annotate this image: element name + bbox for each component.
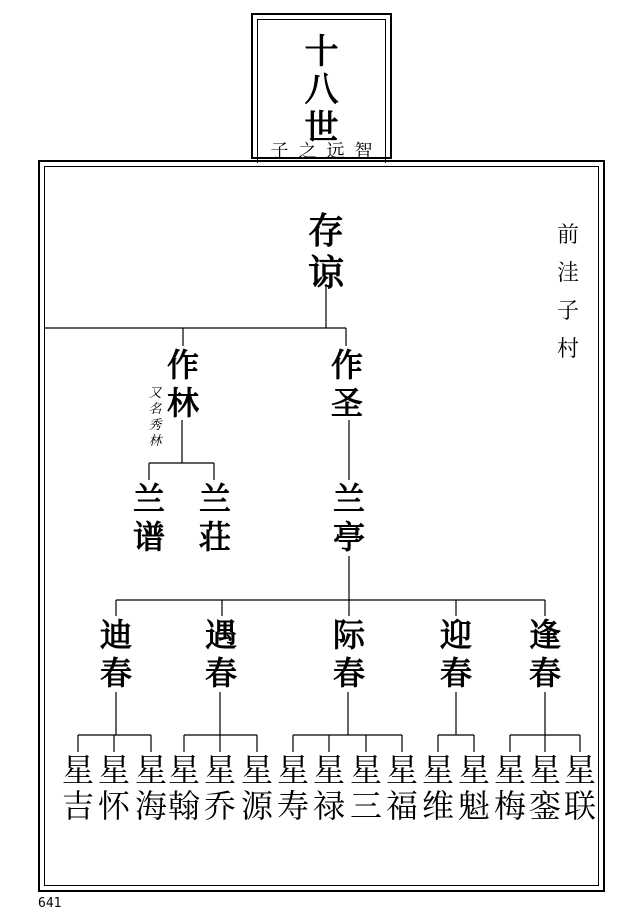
village-label-char: 洼 xyxy=(556,261,579,286)
name-char: 圣 xyxy=(330,384,363,422)
name-char: 星 xyxy=(457,751,490,789)
name-char: 星 xyxy=(493,751,526,789)
name-char: 星 xyxy=(385,751,418,789)
name-char: 林 xyxy=(166,384,199,422)
name-char: 维 xyxy=(421,787,454,825)
name-char: 星 xyxy=(349,751,382,789)
person-gen4 xyxy=(492,752,528,824)
village-label-char: 前 xyxy=(556,223,579,248)
name-char: 谅 xyxy=(307,252,344,294)
name-char: 星 xyxy=(240,751,273,789)
name-char: 作 xyxy=(330,346,363,384)
alias-note xyxy=(146,386,164,450)
person-gen4 xyxy=(311,752,347,824)
person-gen4 xyxy=(456,752,492,824)
name-char: 星 xyxy=(61,751,94,789)
name-char: 际 xyxy=(332,616,365,654)
person-gen4 xyxy=(527,752,563,824)
name-char: 谱 xyxy=(132,518,165,556)
person-gen4 xyxy=(133,752,169,824)
name-char: 迪 xyxy=(99,616,132,654)
name-char: 星 xyxy=(203,751,236,789)
person-gen4 xyxy=(384,752,420,824)
generation-title-char: 世 xyxy=(304,108,339,148)
person-gen2 xyxy=(130,480,168,556)
name-char: 作 xyxy=(166,346,199,384)
name-char: 联 xyxy=(563,787,596,825)
name-char: 迎 xyxy=(439,616,472,654)
person-gen4 xyxy=(348,752,384,824)
name-char: 三 xyxy=(349,787,382,825)
person-gen4 xyxy=(239,752,275,824)
village-label-char: 子 xyxy=(556,299,579,324)
person-gen3 xyxy=(97,616,135,692)
note-char: 名 xyxy=(148,402,162,417)
person-gen4 xyxy=(420,752,456,824)
name-char: 春 xyxy=(99,654,132,692)
generation-header-box xyxy=(251,13,392,162)
person-gen1 xyxy=(164,346,202,422)
village-label-char: 村 xyxy=(556,337,579,362)
note-char: 秀 xyxy=(148,418,162,433)
person-gen3 xyxy=(437,616,475,692)
name-char: 春 xyxy=(204,654,237,692)
generation-subtitle: 子之远智 xyxy=(270,141,383,162)
name-char: 銮 xyxy=(528,787,561,825)
person-gen3 xyxy=(330,616,368,692)
name-char: 星 xyxy=(167,751,200,789)
name-char: 春 xyxy=(528,654,561,692)
name-char: 乔 xyxy=(203,787,236,825)
generation-title-char: 八 xyxy=(304,70,339,110)
name-char: 星 xyxy=(563,751,596,789)
name-char: 禄 xyxy=(312,787,345,825)
name-char: 怀 xyxy=(97,787,130,825)
name-char: 存 xyxy=(307,210,344,252)
name-char: 荘 xyxy=(198,518,231,556)
name-char: 梅 xyxy=(493,787,526,825)
generation-title-char: 十 xyxy=(304,32,339,72)
name-char: 寿 xyxy=(276,787,309,825)
note-char: 又 xyxy=(148,386,162,401)
name-char: 春 xyxy=(439,654,472,692)
page-number: 641 xyxy=(38,896,62,911)
person-gen4 xyxy=(562,752,598,824)
person-gen4 xyxy=(275,752,311,824)
person-gen4 xyxy=(96,752,132,824)
person-gen2 xyxy=(196,480,234,556)
note-char: 林 xyxy=(148,434,162,449)
name-char: 星 xyxy=(421,751,454,789)
person-gen1 xyxy=(328,346,366,422)
person-gen3 xyxy=(526,616,564,692)
name-char: 翰 xyxy=(167,787,200,825)
village-label xyxy=(552,217,584,369)
name-char: 兰 xyxy=(132,480,165,518)
name-char: 吉 xyxy=(61,787,94,825)
name-char: 春 xyxy=(332,654,365,692)
person-root xyxy=(306,210,346,294)
person-gen3 xyxy=(202,616,240,692)
name-char: 星 xyxy=(312,751,345,789)
name-char: 逢 xyxy=(528,616,561,654)
name-char: 星 xyxy=(528,751,561,789)
name-char: 海 xyxy=(134,787,167,825)
person-gen2 xyxy=(330,480,368,556)
name-char: 源 xyxy=(240,787,273,825)
person-gen4 xyxy=(60,752,96,824)
name-char: 兰 xyxy=(198,480,231,518)
name-char: 星 xyxy=(134,751,167,789)
person-gen4 xyxy=(166,752,202,824)
person-gen4 xyxy=(202,752,238,824)
name-char: 魁 xyxy=(457,787,490,825)
name-char: 兰 xyxy=(332,480,365,518)
name-char: 星 xyxy=(276,751,309,789)
name-char: 福 xyxy=(385,787,418,825)
name-char: 遇 xyxy=(204,616,237,654)
name-char: 亭 xyxy=(332,518,365,556)
generation-title xyxy=(253,33,390,147)
name-char: 星 xyxy=(97,751,130,789)
